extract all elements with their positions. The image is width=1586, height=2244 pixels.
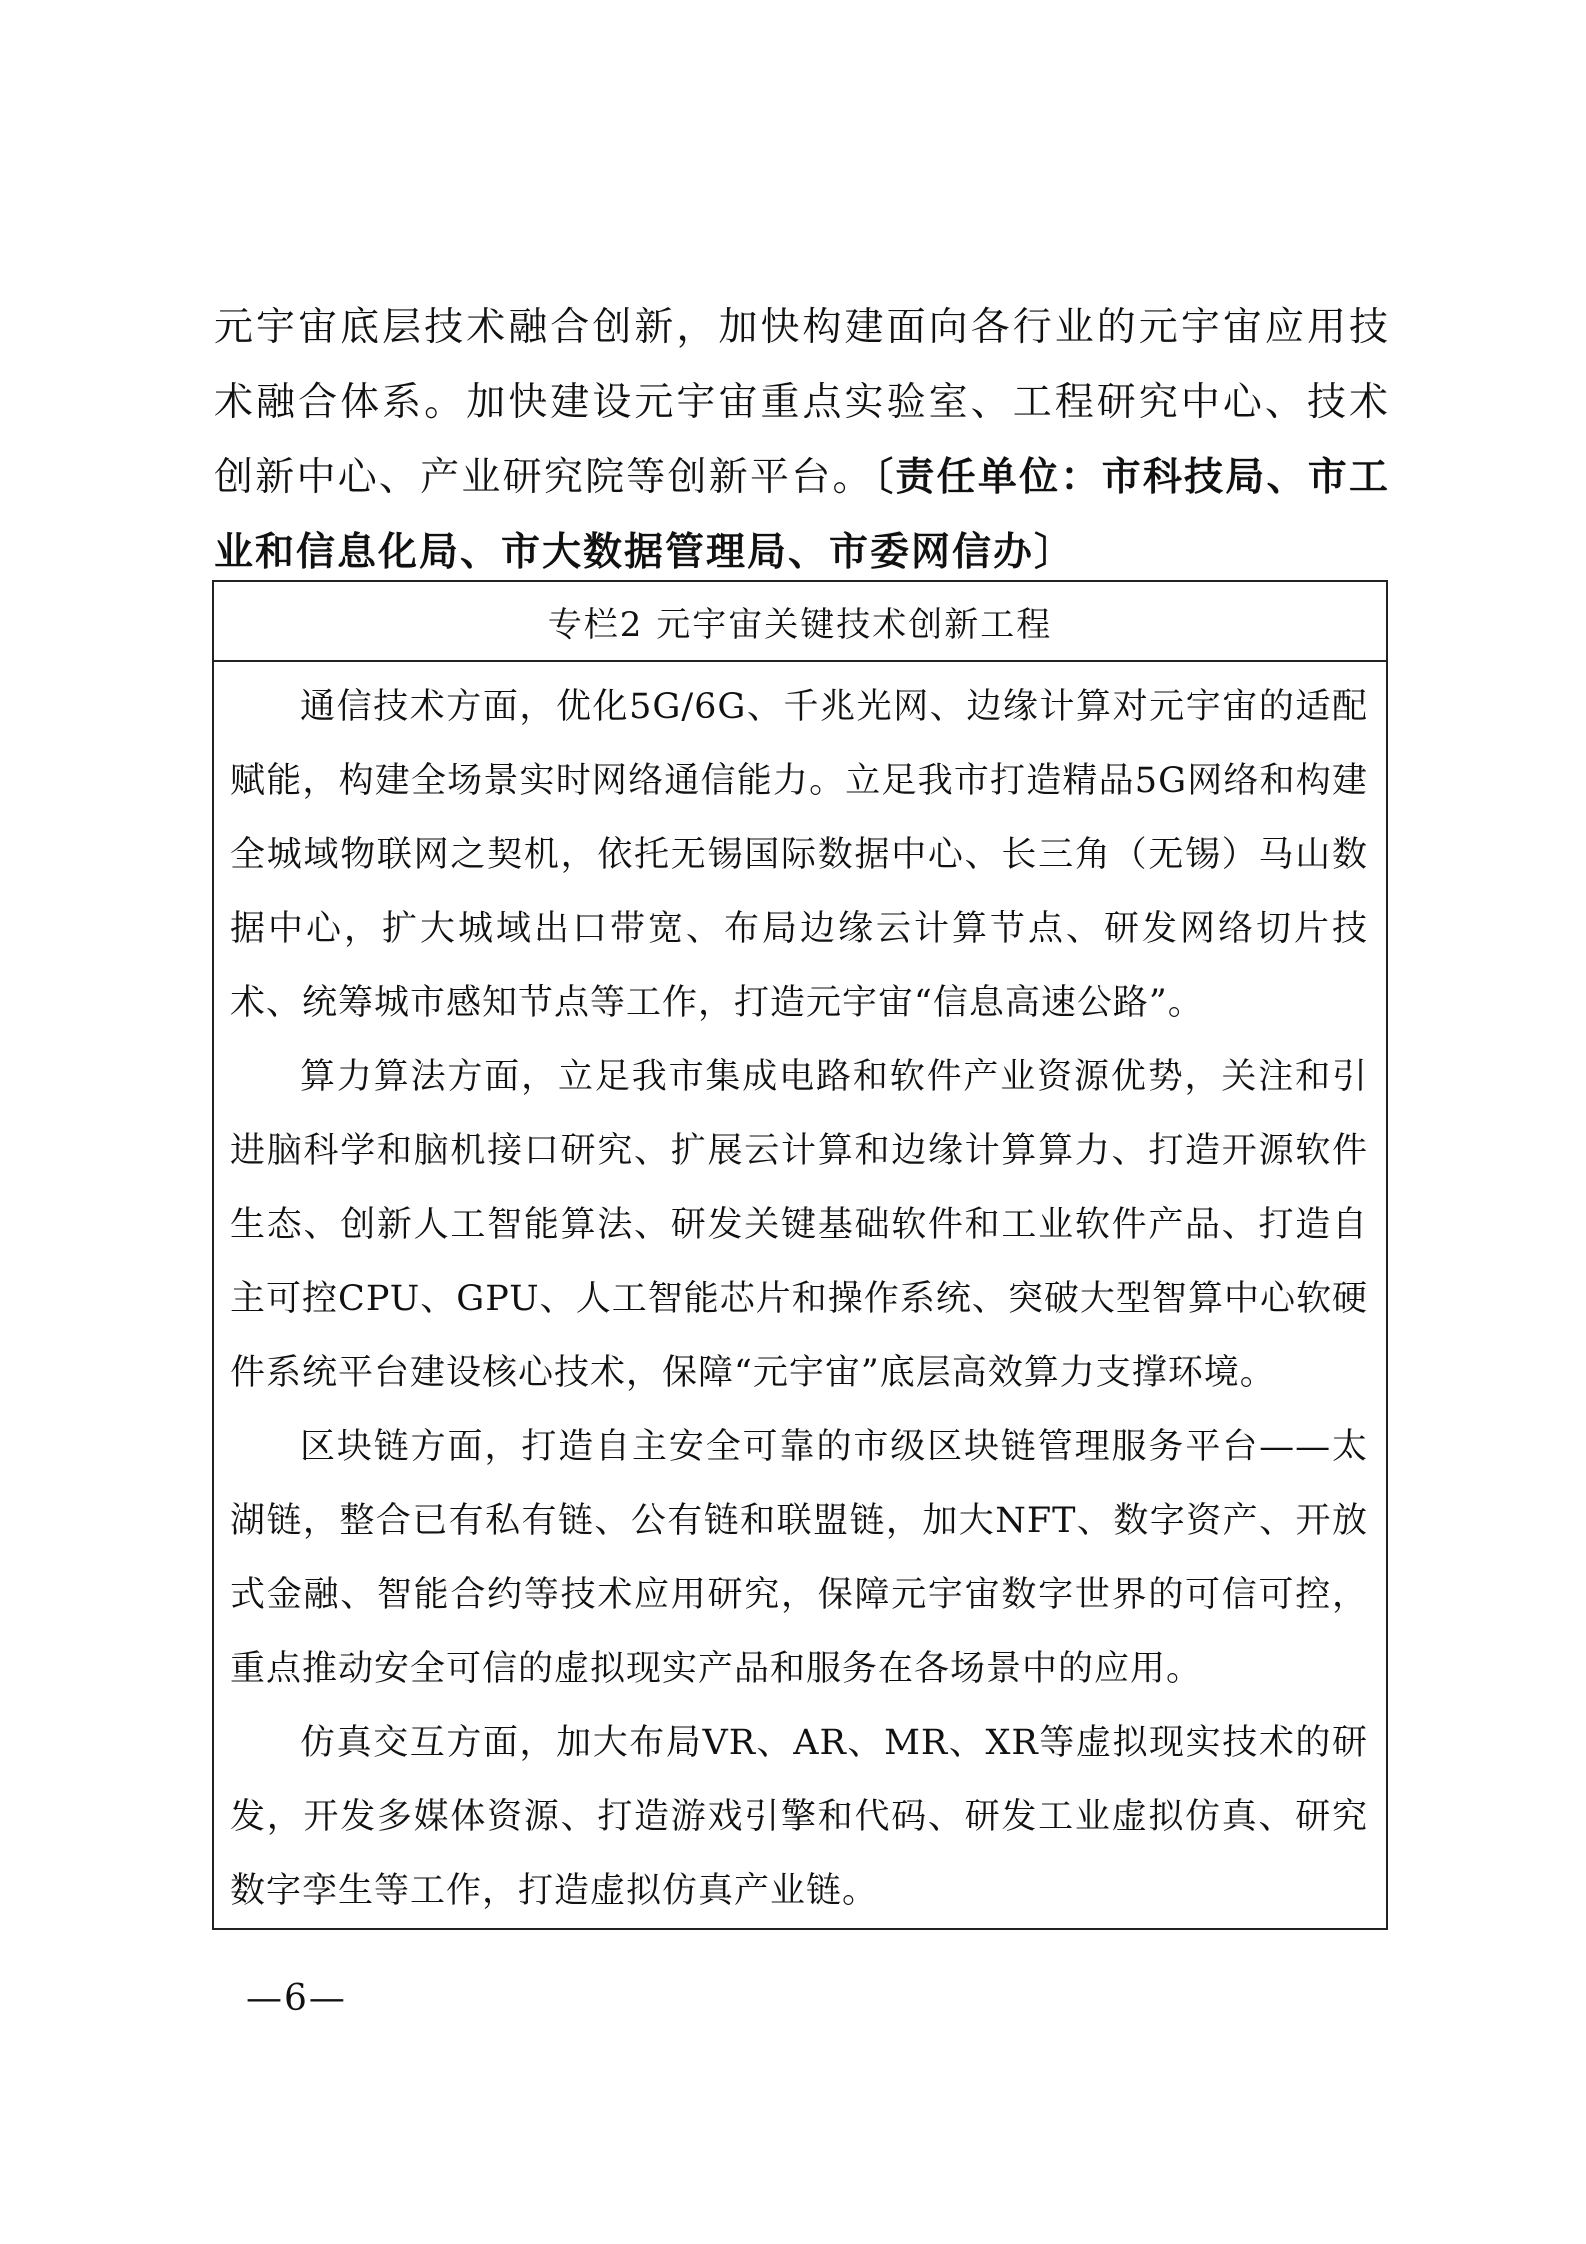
paragraph-computing-algorithms: 算力算法方面，立足我市集成电路和软件产业资源优势，关注和引进脑科学和脑机接口研究、扩展云计算和边缘计算算力、打造开源软件生态、创新人工智能算法、研发关键基础软件和工业软件产品、打造自主可控CPU、GPU、人工智能芯片和操作系统、突破大型智算中心软硬件系统平台建设核心技术，保障“元宇宙”底层高效算力支撑环境。 [230, 1057, 1368, 1393]
page-number: —6— [246, 1978, 347, 2019]
intro-paragraph [214, 290, 1390, 590]
paragraph-communication-tech: 通信技术方面，优化5G/6G、千兆光网、边缘计算对元宇宙的适配赋能，构建全场景实时网络通信能力。立足我市打造精品5G网络和构建全城域物联网之契机，依托无锡国际数据中心、长三角（无锡）马山数据中心，扩大城域出口带宽、布局边缘云计算节点、研发网络切片技术、统筹城市感知节点等工作，打造元宇宙“信息高速公路”。 [230, 687, 1368, 1023]
intro-section [214, 290, 1390, 590]
column-box [212, 580, 1388, 1930]
paragraph-blockchain: 区块链方面，打造自主安全可靠的市级区块链管理服务平台——太湖链，整合已有私有链、公有链和联盟链，加大NFT、数字资产、开放式金融、智能合约等技术应用研究，保障元宇宙数字世界的可信可控，重点推动安全可信的虚拟现实产品和服务在各场景中的应用。 [230, 1427, 1368, 1689]
responsibility-units: 〔责任单位：市科技局、市工业和信息化局、市大数据管理局、市委网信办〕 [214, 454, 1390, 575]
intro-text: 元宇宙底层技术融合创新，加快构建面向各行业的元宇宙应用技术融合体系。加快建设元宇宙重点实验室、工程研究中心、技术创新中心、产业研究院等创新平台。 [214, 305, 1390, 500]
paragraph-simulation-interaction: 仿真交互方面，加大布局VR、AR、MR、XR等虚拟现实技术的研发，开发多媒体资源、打造游戏引擎和代码、研发工业虚拟仿真、研究数字孪生等工作，打造虚拟仿真产业链。 [230, 1723, 1368, 1911]
column-title: 专栏2 元宇宙关键技术创新工程 [214, 582, 1386, 662]
column-body [214, 670, 1386, 1928]
